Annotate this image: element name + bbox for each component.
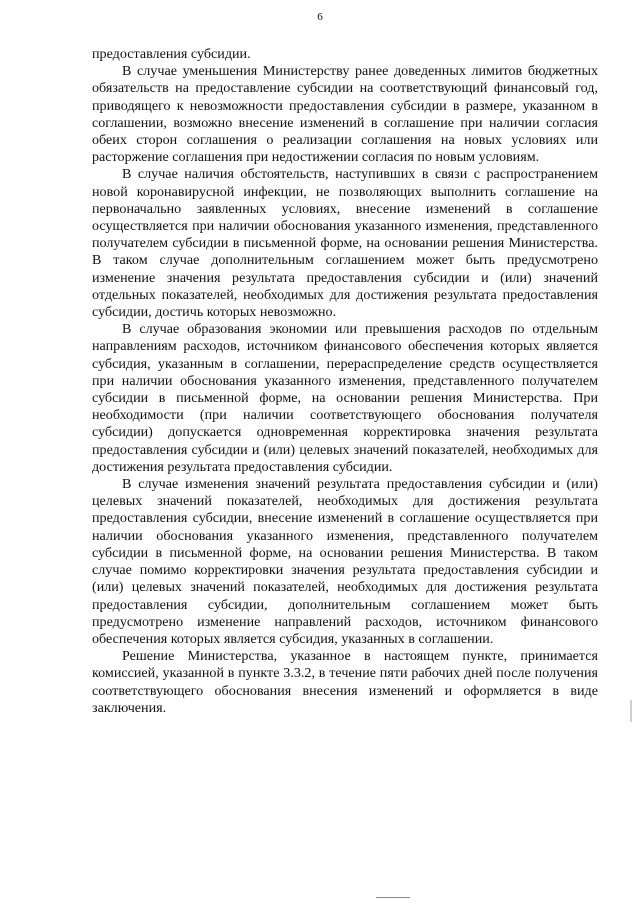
page-number: 6 [317,11,323,23]
paragraph-savings-redistribution: В случае образования экономии или превышения расходов по отдельным направлениям расходов, источником финансового обеспечения которых является субсидия, указанным в соглашении, перераспределение средств осуществляется при наличии обоснования указанного изменения, представленного получателем субсидии в письменной форме, на основании решения Министерства. При необходимости (при наличии соответствующего обоснования получателя субсидии) допускается одновременная корректировка значения результата предоставления субсидии и (или) целевых значений показателей, необходимых для достижения результата предоставления субсидии. [92,321,598,475]
paragraph-coronavirus-circumstances: В случае наличия обстоятельств, наступивших в связи с распространением новой коронавирусной инфекции, не позволяющих выполнить соглашение на первоначально заявленных условиях, внесение изменений в соглашение осуществляется при наличии обоснования указанного изменения, представленного получателем субсидии в письменной форме, на основании решения Министерства. В таком случае дополнительным соглашением может быть предусмотрено изменение значения результата предоставления субсидии и (или) значений отдельных показателей, необходимых для достижения результата предоставления субсидии, достичь которых невозможно. [92,166,598,321]
document-body [92,46,598,717]
paragraph-ministry-decision: Решение Министерства, указанное в настоящем пункте, принимается комиссией, указанной в пункте 3.3.2, в течение пяти рабочих дней после получения соответствующего обоснования внесения изменений и оформляется в виде заключения. [92,648,598,716]
paragraph-result-values-change: В случае изменения значений результата предоставления субсидии и (или) целевых значений показателей, необходимых для достижения результата предоставления субсидии, внесение изменений в соглашение осуществляется при наличии обоснования указанного изменения, представленного получателем субсидии в письменной форме, на основании решения Министерства. В таком случае помимо корректировки значения результата предоставления субсидии и (или) целевых значений показателей, необходимых для достижения результата предоставления субсидии, дополнительным соглашением может быть предусмотрено изменение направлений расходов, источником финансового обеспечения которых является субсидия, указанных в соглашении. [92,476,598,647]
paragraph-continuation: предоставления субсидии. [92,46,251,62]
paragraph-limits-reduction: В случае уменьшения Министерству ранее доведенных лимитов бюджетных обязательств на предоставление субсидии на соответствующий финансовый год, приводящего к невозможности предоставления субсидии в размере, указанном в соглашении, возможно внесение изменений в соглашение при наличии согласия обеих сторон соглашения о реализации соглашения на новых условиях или расторжение соглашения при недостижении согласия по новым условиям. [92,63,598,166]
scan-margin-mark [630,700,632,722]
footer-line [376,897,410,898]
